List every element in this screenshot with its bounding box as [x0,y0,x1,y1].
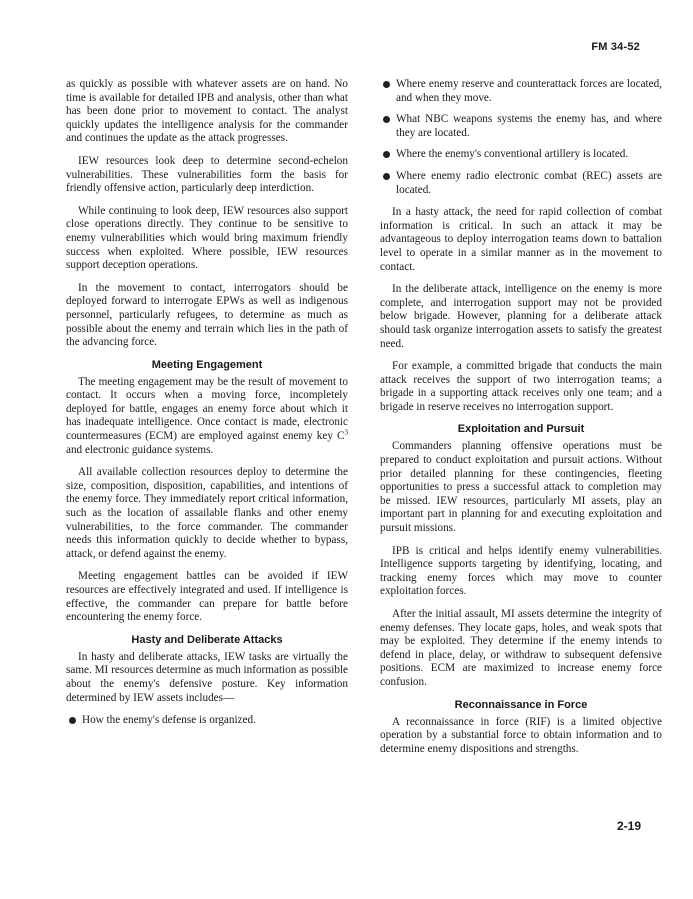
paragraph: IPB is critical and helps identify enemy vulnerabilities. Intelligence supports targeting by identifying, locating, and tracking enemy forces which may move to counter exploitation forces. [380,544,662,598]
bullet-list [66,714,348,728]
paragraph: In hasty and deliberate attacks, IEW tasks are virtually the same. MI resources determine as much information as possible about the enemy's defensive posture. Key information determined by IEW assets includes— [66,650,348,704]
list-item-text: Where enemy radio electronic combat (REC) assets are located. [396,169,662,196]
paragraph: After the initial assault, MI assets determine the integrity of enemy defenses. They locate gaps, holes, and weak spots that may be exploited. They determine if the enemy intends to defend in place, delay, or withdraw to subsequent defensive positions. ECM are maximized to increase enemy force confusion. [380,608,662,688]
list-item [380,170,662,197]
section-heading-meeting-engagement: Meeting Engagement [151,358,263,371]
paragraph: For example, a committed brigade that conducts the main attack receives the support of two interrogation teams; a brigade in a supporting attack receives only one team; and a brigade in reserve receives no interrogation support. [380,360,662,413]
paragraph: A reconnaissance in force (RIF) is a limited objective operation by a substantial force to obtain information and to determine enemy dispositions and strengths. [380,715,662,755]
bullet-icon [383,116,390,123]
paragraph-text: and electronic guidance systems. [66,443,214,456]
paragraph: IEW resources look deep to determine second-echelon vulnerabilities. These vulnerabilities form the basis for friendly offensive action, particularly deep interdiction. [66,154,348,195]
list-item [380,148,662,162]
right-column [380,78,662,765]
paragraph: While continuing to look deep, IEW resources also support close operations directly. They continue to be sensitive to enemy vulnerabilities which would bring maximum friendly success when exploited. Where possible, IEW resources support deception operations. [66,204,348,272]
paragraph [66,376,348,458]
paragraph: Commanders planning offensive operations must be prepared to conduct exploitation and pursuit actions. Without prior detailed planning for these contingencies, fleeting opportunities to press a successful attack to completion may be missed. IEW resources, particularly MI assets, play an important part in planning for and executing exploitation and pursuit missions. [380,440,662,535]
list-item [380,78,662,105]
paragraph: Meeting engagement battles can be avoided if IEW resources are effectively integrated and used. If intelligence is effective, the commander can prepare for battle before encountering the enemy force. [66,570,348,624]
running-header: FM 34-52 [591,41,640,53]
paragraph: In the deliberate attack, intelligence on the enemy is more complete, and interrogation support may not be provided below brigade. However, planning for a deliberate attack should task organize interrogation assets to satisfy the greatest need. [380,283,662,350]
list-item-text: Where enemy reserve and counterattack forces are located, and when they move. [396,78,662,104]
bullet-icon [383,151,390,158]
section-heading-exploitation-pursuit: Exploitation and Pursuit [457,423,585,436]
list-item [66,714,348,728]
list-item-text: Where the enemy's conventional artillery is located. [396,148,629,161]
section-heading-hasty-deliberate-attacks: Hasty and Deliberate Attacks [131,633,283,646]
paragraph-text: The meeting engagement may be the result of movement to contact. It occurs when a moving force, incompletely deployed for battle, engages an enemy force about which it has inadequate intelligence. Once contact is made, electronic countermeasures (ECM) are employed against enemy key C [66,375,348,443]
section-heading-reconnaissance-in-force: Reconnaissance in Force [454,698,588,711]
left-column [66,78,348,737]
bullet-icon [69,717,76,724]
bullet-icon [383,81,390,88]
page-number: 2-19 [616,819,641,833]
paragraph: All available collection resources deploy to determine the size, composition, disposition, capabilities, and intentions of the enemy force. They immediately report critical information, such as the location of assailable flanks and other enemy vulnerabilities, to the force commander. The commander needs this information quickly to decide whether to bypass, attack, or defend against the enemy. [66,466,348,560]
superscript: 3 [344,428,348,437]
list-item-text: How the enemy's defense is organized. [82,714,256,727]
paragraph: In a hasty attack, the need for rapid collection of combat information is critical. In such an attack it may be advantageous to deploy interrogation teams down to battalion level to operate in a similar manner as in the movement to contact. [380,206,662,273]
list-item [380,113,662,140]
bullet-icon [383,173,390,180]
list-item-text: What NBC weapons systems the enemy has, and where they are located. [396,113,662,139]
paragraph: In the movement to contact, interrogators should be deployed forward to interrogate EPWs as well as indigenous personnel, particularly refugees, to determine as much as possible about the enemy and terrain which lies in the path of the advancing force. [66,281,348,349]
bullet-list [380,78,662,197]
paragraph: as quickly as possible with whatever assets are on hand. No time is available for detailed IPB and analysis, other than what has been done prior to movement to contact. The analyst quickly updates the intelligence analysis for the commander and continues the update as the attack progresses. [66,78,348,145]
